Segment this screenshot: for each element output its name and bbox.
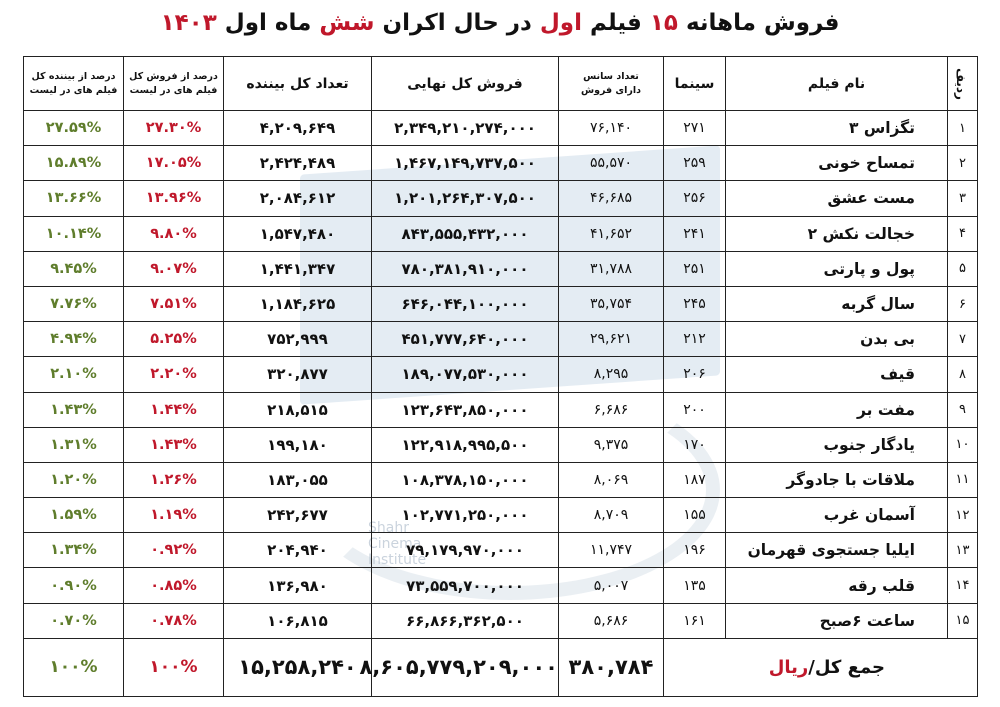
cell-total-sales: ۱۰۸,۳۷۸,۱۵۰,۰۰۰ bbox=[372, 462, 559, 497]
cell-pct-viewers: ۹.۴۵% bbox=[24, 251, 124, 286]
cell-cinema: ۲۰۶ bbox=[664, 357, 726, 392]
cell-row-number: ۹ bbox=[948, 392, 978, 427]
cell-row-number: ۱ bbox=[948, 111, 978, 146]
total-viewers: ۱۵,۲۵۸,۲۴۰ bbox=[224, 638, 372, 696]
cell-film-name: سال گربه bbox=[726, 286, 948, 321]
cell-total-sales: ۷۸۰,۳۸۱,۹۱۰,۰۰۰ bbox=[372, 251, 559, 286]
currency-unit: ریال bbox=[768, 656, 809, 678]
cell-pct-sales: ۱۷.۰۵% bbox=[124, 146, 224, 181]
cell-pct-viewers: ۱.۲۰% bbox=[24, 462, 124, 497]
cell-pct-viewers: ۰.۹۰% bbox=[24, 568, 124, 603]
cell-row-number: ۱۵ bbox=[948, 603, 978, 638]
cell-total-viewers: ۲۰۴,۹۴۰ bbox=[224, 533, 372, 568]
cell-total-viewers: ۲,۰۸۴,۶۱۲ bbox=[224, 181, 372, 216]
cell-sessions: ۵,۶۸۶ bbox=[559, 603, 664, 638]
cell-cinema: ۱۶۱ bbox=[664, 603, 726, 638]
cell-row-number: ۳ bbox=[948, 181, 978, 216]
cell-pct-sales: ۱.۴۴% bbox=[124, 392, 224, 427]
watermark-line-3: Institute bbox=[368, 552, 427, 568]
title-highlight: شش bbox=[319, 10, 375, 36]
cell-total-sales: ۱,۴۶۷,۱۴۹,۷۳۷,۵۰۰ bbox=[372, 146, 559, 181]
header-film-name: نام فیلم bbox=[726, 57, 948, 111]
cell-film-name: تمساح خونی bbox=[726, 146, 948, 181]
cell-pct-sales: ۹.۰۷% bbox=[124, 251, 224, 286]
cell-row-number: ۸ bbox=[948, 357, 978, 392]
title-part: فروش ماهانه bbox=[677, 10, 840, 36]
cell-sessions: ۲۹,۶۲۱ bbox=[559, 322, 664, 357]
cell-sessions: ۳۵,۷۵۴ bbox=[559, 286, 664, 321]
table-row bbox=[24, 462, 978, 497]
cell-row-number: ۱۴ bbox=[948, 568, 978, 603]
header-cinema: سینما bbox=[664, 57, 726, 111]
cell-film-name: پول و پارتی bbox=[726, 251, 948, 286]
cell-pct-sales: ۹.۸۰% bbox=[124, 216, 224, 251]
cell-sessions: ۴۱,۶۵۲ bbox=[559, 216, 664, 251]
box-office-table bbox=[23, 56, 978, 697]
cell-pct-viewers: ۲۷.۵۹% bbox=[24, 111, 124, 146]
cell-row-number: ۱۳ bbox=[948, 533, 978, 568]
cell-sessions: ۵,۰۰۷ bbox=[559, 568, 664, 603]
cell-total-viewers: ۱۹۹,۱۸۰ bbox=[224, 427, 372, 462]
cell-film-name: تگزاس ۳ bbox=[726, 111, 948, 146]
header-total-viewers: تعداد کل بیننده bbox=[224, 57, 372, 111]
cell-total-viewers: ۲,۴۲۴,۴۸۹ bbox=[224, 146, 372, 181]
header-sessions: تعداد سانس دارای فروش bbox=[559, 57, 664, 111]
cell-total-viewers: ۱,۵۴۷,۴۸۰ bbox=[224, 216, 372, 251]
cell-cinema: ۲۴۵ bbox=[664, 286, 726, 321]
cell-pct-viewers: ۱۵.۸۹% bbox=[24, 146, 124, 181]
cell-cinema: ۲۵۹ bbox=[664, 146, 726, 181]
table-row bbox=[24, 181, 978, 216]
watermark-line-2: Cinema bbox=[368, 536, 422, 552]
cell-total-sales: ۴۵۱,۷۷۷,۶۴۰,۰۰۰ bbox=[372, 322, 559, 357]
cell-total-sales: ۷۹,۱۷۹,۹۷۰,۰۰۰ bbox=[372, 533, 559, 568]
table-row bbox=[24, 427, 978, 462]
cell-sessions: ۶,۶۸۶ bbox=[559, 392, 664, 427]
cell-total-sales: ۱,۲۰۱,۲۶۴,۳۰۷,۵۰۰ bbox=[372, 181, 559, 216]
cell-pct-sales: ۱.۲۶% bbox=[124, 462, 224, 497]
title-year: ۱۴۰۳ bbox=[160, 10, 217, 36]
cell-row-number: ۴ bbox=[948, 216, 978, 251]
cell-cinema: ۲۰۰ bbox=[664, 392, 726, 427]
cell-pct-viewers: ۱۳.۶۶% bbox=[24, 181, 124, 216]
table-row bbox=[24, 251, 978, 286]
table-row bbox=[24, 603, 978, 638]
title-part: ماه اول bbox=[216, 10, 320, 36]
cell-cinema: ۱۵۵ bbox=[664, 498, 726, 533]
cell-pct-viewers: ۷.۷۶% bbox=[24, 286, 124, 321]
title-part: در حال اکران bbox=[374, 10, 540, 36]
cell-cinema: ۲۴۱ bbox=[664, 216, 726, 251]
cell-row-number: ۱۱ bbox=[948, 462, 978, 497]
cell-total-viewers: ۲۴۲,۶۷۷ bbox=[224, 498, 372, 533]
cell-pct-viewers: ۴.۹۴% bbox=[24, 322, 124, 357]
cell-total-sales: ۷۳,۵۵۹,۷۰۰,۰۰۰ bbox=[372, 568, 559, 603]
cell-sessions: ۸,۷۰۹ bbox=[559, 498, 664, 533]
cell-total-viewers: ۱۳۶,۹۸۰ bbox=[224, 568, 372, 603]
cell-pct-sales: ۱۳.۹۶% bbox=[124, 181, 224, 216]
cell-pct-viewers: ۱.۴۳% bbox=[24, 392, 124, 427]
total-row bbox=[24, 638, 978, 696]
cell-total-sales: ۱۲۳,۶۴۳,۸۵۰,۰۰۰ bbox=[372, 392, 559, 427]
cell-pct-sales: ۲.۲۰% bbox=[124, 357, 224, 392]
cell-film-name: قلب رقه bbox=[726, 568, 948, 603]
cell-cinema: ۲۱۲ bbox=[664, 322, 726, 357]
cell-row-number: ۶ bbox=[948, 286, 978, 321]
total-sessions: ۳۸۰,۷۸۴ bbox=[559, 638, 664, 696]
cell-row-number: ۵ bbox=[948, 251, 978, 286]
cell-row-number: ۱۰ bbox=[948, 427, 978, 462]
cell-sessions: ۳۱,۷۸۸ bbox=[559, 251, 664, 286]
cell-cinema: ۲۵۶ bbox=[664, 181, 726, 216]
cell-total-sales: ۸۴۳,۵۵۵,۴۳۲,۰۰۰ bbox=[372, 216, 559, 251]
cell-total-sales: ۲,۳۴۹,۲۱۰,۲۷۴,۰۰۰ bbox=[372, 111, 559, 146]
cell-pct-viewers: ۲.۱۰% bbox=[24, 357, 124, 392]
watermark-line-1: Shahr bbox=[368, 520, 409, 536]
cell-pct-sales: ۵.۲۵% bbox=[124, 322, 224, 357]
title-count: ۱۵ bbox=[649, 10, 678, 36]
total-label: جمع کل/ریال bbox=[664, 638, 978, 696]
cell-film-name: مفت بر bbox=[726, 392, 948, 427]
table-row bbox=[24, 533, 978, 568]
cell-film-name: آسمان غرب bbox=[726, 498, 948, 533]
total-pct-sales: ۱۰۰% bbox=[124, 638, 224, 696]
cell-sessions: ۹,۳۷۵ bbox=[559, 427, 664, 462]
header-total-sales: فروش کل نهایی bbox=[372, 57, 559, 111]
cell-row-number: ۱۲ bbox=[948, 498, 978, 533]
header-row bbox=[24, 57, 978, 111]
title-highlight: اول bbox=[539, 10, 582, 36]
header-row-number: ردیف bbox=[948, 57, 978, 111]
cell-cinema: ۲۷۱ bbox=[664, 111, 726, 146]
cell-total-sales: ۱۲۲,۹۱۸,۹۹۵,۵۰۰ bbox=[372, 427, 559, 462]
table-row bbox=[24, 498, 978, 533]
table-row bbox=[24, 568, 978, 603]
cell-total-viewers: ۱,۱۸۴,۶۲۵ bbox=[224, 286, 372, 321]
cell-film-name: ایلیا جستجوی قهرمان bbox=[726, 533, 948, 568]
header-pct-sales: درصد از فروش کل فیلم های در لیست bbox=[124, 57, 224, 111]
header-pct-viewers: درصد از بیننده کل فیلم های در لیست bbox=[24, 57, 124, 111]
cell-film-name: قیف bbox=[726, 357, 948, 392]
cell-film-name: خجالت نکش ۲ bbox=[726, 216, 948, 251]
cell-pct-sales: ۷.۵۱% bbox=[124, 286, 224, 321]
cell-film-name: مست عشق bbox=[726, 181, 948, 216]
cell-pct-viewers: ۰.۷۰% bbox=[24, 603, 124, 638]
cell-sessions: ۵۵,۵۷۰ bbox=[559, 146, 664, 181]
cell-pct-viewers: ۱۰.۱۴% bbox=[24, 216, 124, 251]
cell-total-viewers: ۴,۲۰۹,۶۴۹ bbox=[224, 111, 372, 146]
cell-film-name: یادگار جنوب bbox=[726, 427, 948, 462]
cell-sessions: ۸,۲۹۵ bbox=[559, 357, 664, 392]
table-row bbox=[24, 111, 978, 146]
cell-sessions: ۸,۰۶۹ bbox=[559, 462, 664, 497]
cell-total-sales: ۱۸۹,۰۷۷,۵۳۰,۰۰۰ bbox=[372, 357, 559, 392]
cell-sessions: ۷۶,۱۴۰ bbox=[559, 111, 664, 146]
table-row bbox=[24, 357, 978, 392]
cell-sessions: ۴۶,۶۸۵ bbox=[559, 181, 664, 216]
cell-pct-viewers: ۱.۳۱% bbox=[24, 427, 124, 462]
table-row bbox=[24, 216, 978, 251]
cell-pct-sales: ۰.۸۵% bbox=[124, 568, 224, 603]
cell-pct-sales: ۱.۱۹% bbox=[124, 498, 224, 533]
total-pct-viewers: ۱۰۰% bbox=[24, 638, 124, 696]
cell-pct-sales: ۱.۴۳% bbox=[124, 427, 224, 462]
cell-film-name: بی بدن bbox=[726, 322, 948, 357]
cell-film-name: ملاقات با جادوگر bbox=[726, 462, 948, 497]
cell-cinema: ۱۸۷ bbox=[664, 462, 726, 497]
page-title bbox=[0, 10, 1000, 50]
cell-total-viewers: ۷۵۲,۹۹۹ bbox=[224, 322, 372, 357]
cell-row-number: ۲ bbox=[948, 146, 978, 181]
cell-total-viewers: ۱۰۶,۸۱۵ bbox=[224, 603, 372, 638]
cell-total-viewers: ۲۱۸,۵۱۵ bbox=[224, 392, 372, 427]
cell-row-number: ۷ bbox=[948, 322, 978, 357]
cell-total-sales: ۶۶,۸۶۶,۳۶۲,۵۰۰ bbox=[372, 603, 559, 638]
cell-total-viewers: ۱,۴۴۱,۳۴۷ bbox=[224, 251, 372, 286]
table-row bbox=[24, 146, 978, 181]
cell-pct-sales: ۰.۹۲% bbox=[124, 533, 224, 568]
cell-total-viewers: ۳۲۰,۸۷۷ bbox=[224, 357, 372, 392]
table-row bbox=[24, 286, 978, 321]
cell-pct-viewers: ۱.۵۹% bbox=[24, 498, 124, 533]
cell-pct-viewers: ۱.۳۴% bbox=[24, 533, 124, 568]
title-part: فیلم bbox=[581, 10, 650, 36]
cell-sessions: ۱۱,۷۴۷ bbox=[559, 533, 664, 568]
table-row bbox=[24, 392, 978, 427]
cell-pct-sales: ۰.۷۸% bbox=[124, 603, 224, 638]
cell-total-viewers: ۱۸۳,۰۵۵ bbox=[224, 462, 372, 497]
cell-cinema: ۱۹۶ bbox=[664, 533, 726, 568]
cell-total-sales: ۶۴۶,۰۴۴,۱۰۰,۰۰۰ bbox=[372, 286, 559, 321]
cell-total-sales: ۱۰۲,۷۷۱,۲۵۰,۰۰۰ bbox=[372, 498, 559, 533]
cell-cinema: ۱۳۵ bbox=[664, 568, 726, 603]
cell-pct-sales: ۲۷.۳۰% bbox=[124, 111, 224, 146]
cell-film-name: ساعت ۶صبح bbox=[726, 603, 948, 638]
cell-cinema: ۱۷۰ bbox=[664, 427, 726, 462]
table-row bbox=[24, 322, 978, 357]
total-sales: ۸,۶۰۵,۷۷۹,۲۰۹,۰۰۰ bbox=[372, 638, 559, 696]
cell-cinema: ۲۵۱ bbox=[664, 251, 726, 286]
